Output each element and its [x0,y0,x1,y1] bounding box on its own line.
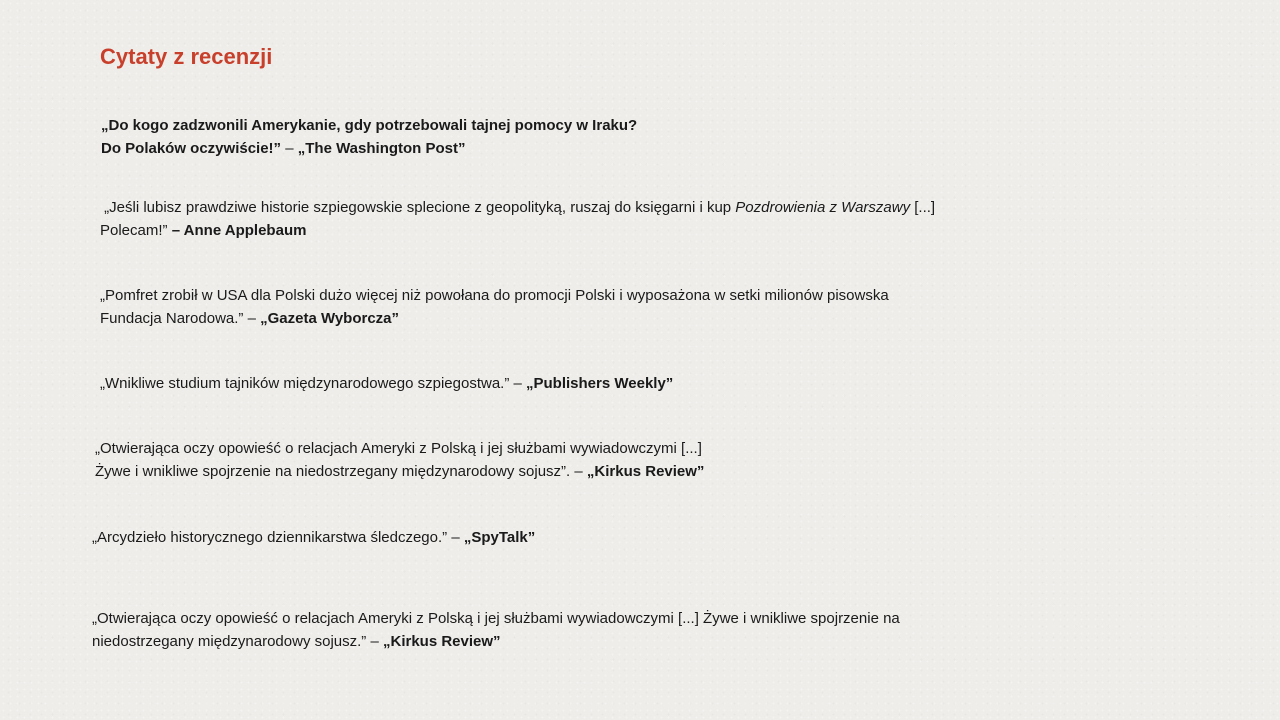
quote-source: „Kirkus Review” [586,463,705,480]
quote-washington-post [101,114,637,160]
quote-text: „Wnikliwe studium tajników międzynarodowego szpiegostwa.” – [100,375,527,392]
quote-line-1: „Pomfret zrobił w USA dla Polski dużo więcej niż powołana do promocji Polski i wyposażona w setki milionów pisowska [100,287,889,304]
quote-kirkus-review-1 [95,437,704,483]
quote-line-1 [92,526,535,549]
book-title: Pozdrowienia z Warszawy [735,199,911,216]
quote-source: „The Washington Post” [297,140,466,157]
quote-line-2 [100,219,935,242]
quote-anne-applebaum [100,196,935,242]
quote-source: „Kirkus Review” [382,633,501,650]
quote-publishers-weekly [100,372,673,395]
slide-title: Cytaty z recenzji [100,44,273,69]
quote-text: „Jeśli lubisz prawdziwe historie szpiegowskie splecione z geopolityką, ruszaj do księgarni i kup [100,199,736,216]
quote-source: „Gazeta Wyborcza” [260,310,400,327]
quote-line-2 [101,137,637,160]
quote-spytalk [92,526,535,549]
quote-line-2 [95,460,704,483]
quote-line-1: „Otwierająca oczy opowieść o relacjach Ameryki z Polską i jej służbami wywiadowczymi [...] [95,440,702,457]
quote-source: – Anne Applebaum [171,222,307,239]
quote-text: Do Polaków oczywiście!” [101,140,282,157]
quote-text: Polecam!” [100,222,172,239]
quote-text: [...] [910,199,936,216]
quote-text: Fundacja Narodowa.” – [100,310,261,327]
quote-text: Żywe i wnikliwe spojrzenie na niedostrzegany międzynarodowy sojusz”. – [95,463,587,480]
quote-line-1 [100,196,935,219]
quote-separator: – [281,140,298,157]
quote-gazeta-wyborcza [100,284,889,330]
quote-line-1: „Do kogo zadzwonili Amerykanie, gdy potrzebowali tajnej pomocy w Iraku? [101,117,638,134]
quote-source: „Publishers Weekly” [526,375,674,392]
quote-kirkus-review-2 [92,607,900,653]
quote-text: niedostrzegany międzynarodowy sojusz.” – [92,633,383,650]
quote-text: „Arcydzieło historycznego dziennikarstwa śledczego.” – [92,529,464,546]
quote-line-1: „Otwierająca oczy opowieść o relacjach Ameryki z Polską i jej służbami wywiadowczymi [...] Żywe i wnikliwe spojrzenie na [92,610,900,627]
quote-line-2 [92,630,900,653]
quote-source: „SpyTalk” [463,529,536,546]
quote-line-1 [100,372,673,395]
quote-line-2 [100,307,889,330]
